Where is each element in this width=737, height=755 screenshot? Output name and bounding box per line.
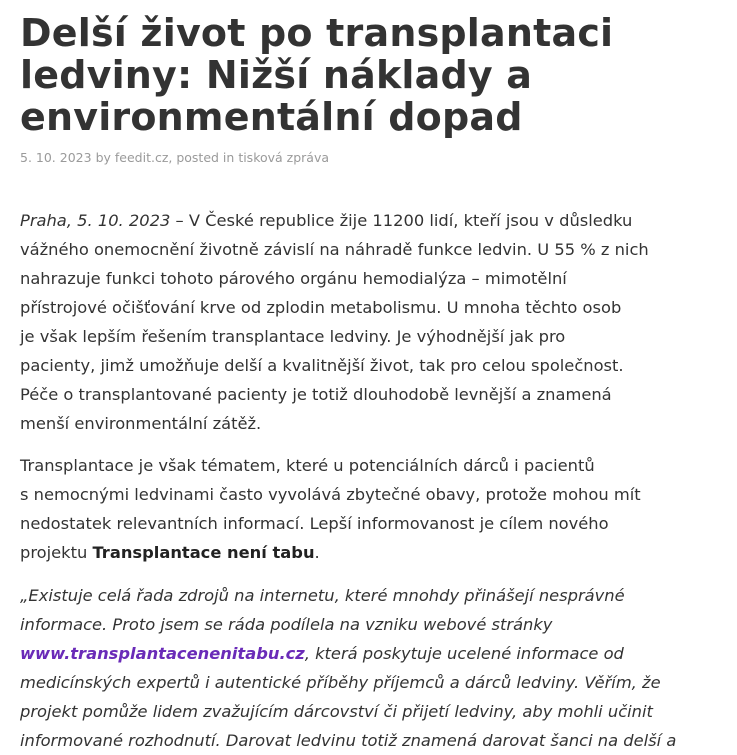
- quote-line: projekt pomůže lidem zvažujícím dárcovství či přijetí ledviny, aby mohli učinit: [20, 702, 653, 721]
- paragraph-line-text: projektu: [20, 543, 93, 562]
- quote-line: medicínských expertů i autentické příběhy příjemců a dárců ledviny. Věřím, že: [20, 673, 661, 692]
- meta-posted-in-text: , posted in: [168, 150, 235, 165]
- paragraph-project: [20, 451, 660, 567]
- project-name: Transplantace není tabu: [92, 543, 315, 562]
- post-date-link[interactable]: 5. 10. 2023: [20, 150, 92, 165]
- paragraph-line: menší environmentální zátěž.: [20, 414, 262, 433]
- post-meta: [20, 150, 329, 166]
- project-website-link[interactable]: www.transplantacenenitabu.cz: [20, 644, 305, 663]
- paragraph-line: s nemocnými ledvinami často vyvolává zbytečné obavy, protože mohou mít: [20, 485, 641, 504]
- title-line: environmentální dopad: [20, 95, 523, 139]
- dateline: Praha, 5. 10. 2023: [20, 211, 171, 230]
- quote-line: [20, 639, 660, 668]
- article-title: [20, 12, 720, 138]
- paragraph-line: přístrojové očišťování krve od zplodin metabolismu. U mnoha těchto osob: [20, 298, 622, 317]
- quote-line: informované rozhodnutí. Darovat ledvinu totiž znamená darovat šanci na delší a: [20, 731, 677, 750]
- paragraph-line: nahrazuje funkci tohoto párového orgánu hemodialýza – mimotělní: [20, 269, 567, 288]
- paragraph-line: je však lepším řešením transplantace ledviny. Je výhodnější jak pro: [20, 327, 566, 346]
- paragraph-line: Transplantace je však tématem, které u potenciálních dárců i pacientů: [20, 456, 595, 475]
- paragraph-line: vážného onemocnění životně závislí na náhradě funkce ledvin. U 55 % z nich: [20, 240, 649, 259]
- paragraph-line: [20, 206, 660, 235]
- paragraph-line-text: – V České republice žije 11200 lidí, kteří jsou v důsledku: [170, 211, 633, 230]
- quote-line-text: , která poskytuje ucelené informace od: [304, 644, 624, 663]
- paragraph-line: Péče o transplantované pacienty je totiž dlouhodobě levnější a znamená: [20, 385, 612, 404]
- paragraph-line-text: .: [314, 543, 320, 562]
- quote-line: „Existuje celá řada zdrojů na internetu, které mnohdy přinášejí nesprávné: [20, 586, 625, 605]
- title-line: Delší život po transplantaci: [20, 11, 614, 55]
- paragraph-quote: [20, 581, 677, 755]
- category-link[interactable]: tisková zpráva: [238, 150, 330, 165]
- meta-by-text: by: [95, 150, 111, 165]
- paragraph-intro: [20, 206, 660, 438]
- paragraph-line: nedostatek relevantních informací. Lepší informovanost je cílem nového: [20, 514, 609, 533]
- author-link[interactable]: feedit.cz: [114, 150, 169, 165]
- paragraph-line: [20, 538, 660, 567]
- title-line: ledviny: Nižší náklady a: [20, 53, 533, 97]
- quote-line: informace. Proto jsem se ráda podílela na vzniku webové stránky: [20, 615, 553, 634]
- paragraph-line: pacienty, jimž umožňuje delší a kvalitnější život, tak pro celou společnost.: [20, 356, 624, 375]
